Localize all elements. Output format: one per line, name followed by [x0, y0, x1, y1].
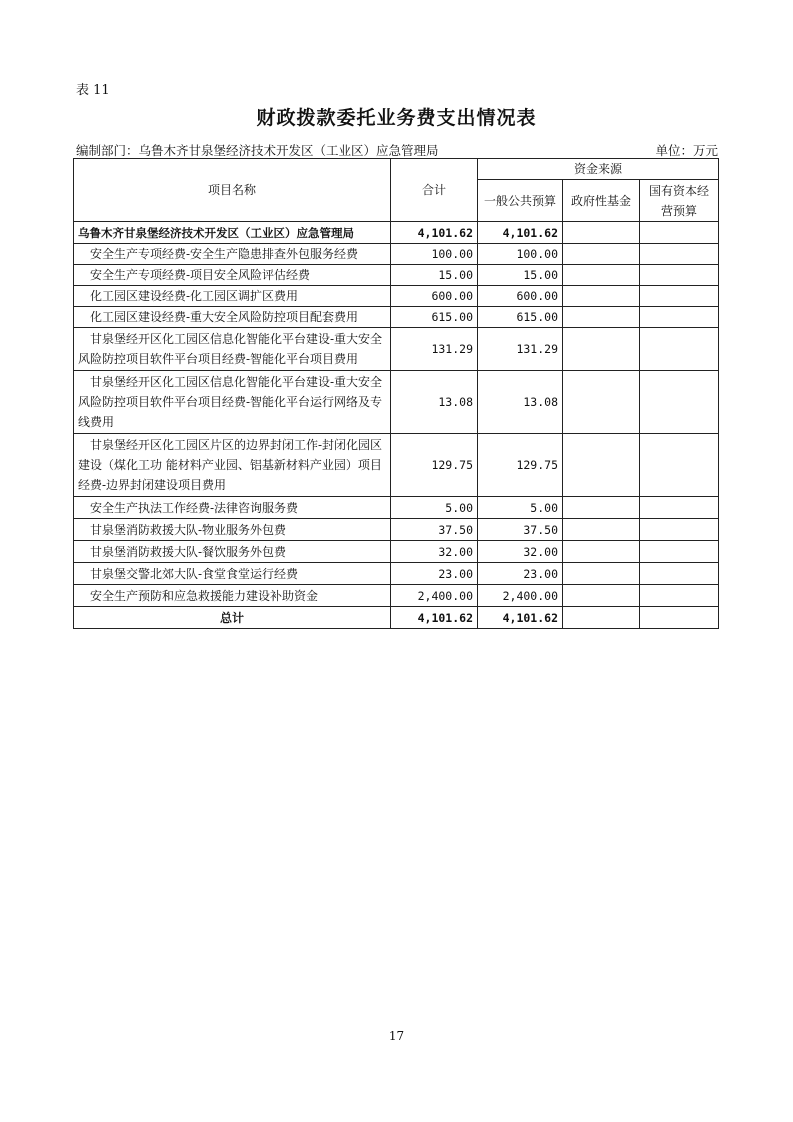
row-state-capital — [640, 222, 719, 244]
row-gov-fund — [563, 222, 640, 244]
row-gov-fund — [563, 519, 640, 541]
table-row — [74, 307, 719, 328]
row-state-capital — [640, 541, 719, 563]
row-state-capital — [640, 244, 719, 265]
row-state-capital — [640, 307, 719, 328]
table-row — [74, 328, 719, 371]
table-row — [74, 371, 719, 434]
table-row — [74, 434, 719, 497]
col-header-fund-source: 资金来源 — [478, 159, 719, 180]
row-gov-fund — [563, 244, 640, 265]
row-gov-fund — [563, 286, 640, 307]
row-total: 23.00 — [391, 563, 478, 585]
col-header-total: 合计 — [391, 159, 478, 222]
row-name: 甘泉堡经开区化工园区信息化智能化平台建设-重大安全风险防控项目软件平台项目经费-智能化平台项目费用 — [74, 328, 391, 371]
total-label: 总计 — [74, 607, 391, 629]
row-general: 32.00 — [478, 541, 563, 563]
row-general: 15.00 — [478, 265, 563, 286]
table-row — [74, 563, 719, 585]
row-gov-fund — [563, 585, 640, 607]
table-row — [74, 541, 719, 563]
row-name: 安全生产预防和应急救援能力建设补助资金 — [74, 585, 391, 607]
department-label: 编制部门：乌鲁木齐甘泉堡经济技术开发区（工业区）应急管理局 — [76, 143, 439, 158]
row-gov-fund — [563, 541, 640, 563]
row-name: 甘泉堡消防救援大队-物业服务外包费 — [74, 519, 391, 541]
row-general: 129.75 — [478, 434, 563, 497]
table-row — [74, 286, 719, 307]
row-state-capital — [640, 371, 719, 434]
row-total: 4,101.62 — [391, 222, 478, 244]
col-header-item-name: 项目名称 — [74, 159, 391, 222]
row-total: 37.50 — [391, 519, 478, 541]
meta-row — [76, 141, 718, 159]
row-state-capital — [640, 328, 719, 371]
row-general: 23.00 — [478, 563, 563, 585]
header-row — [74, 159, 719, 180]
table-row — [74, 497, 719, 519]
row-name: 安全生产专项经费-安全生产隐患排查外包服务经费 — [74, 244, 391, 265]
row-general: 13.08 — [478, 371, 563, 434]
row-name: 甘泉堡经开区化工园区信息化智能化平台建设-重大安全风险防控项目软件平台项目经费-智能化平台运行网络及专线费用 — [74, 371, 391, 434]
row-total: 615.00 — [391, 307, 478, 328]
row-general: 100.00 — [478, 244, 563, 265]
table-row — [74, 265, 719, 286]
row-total: 131.29 — [391, 328, 478, 371]
row-state-capital — [640, 519, 719, 541]
row-general: 4,101.62 — [478, 607, 563, 629]
row-gov-fund — [563, 371, 640, 434]
row-general: 600.00 — [478, 286, 563, 307]
row-total: 2,400.00 — [391, 585, 478, 607]
row-state-capital — [640, 585, 719, 607]
row-name: 乌鲁木齐甘泉堡经济技术开发区（工业区）应急管理局 — [74, 222, 391, 244]
row-general: 37.50 — [478, 519, 563, 541]
row-name: 化工园区建设经费-重大安全风险防控项目配套费用 — [74, 307, 391, 328]
row-general: 2,400.00 — [478, 585, 563, 607]
row-gov-fund — [563, 607, 640, 629]
row-state-capital — [640, 607, 719, 629]
page-title: 财政拨款委托业务费支出情况表 — [256, 107, 537, 129]
row-total: 15.00 — [391, 265, 478, 286]
row-total: 32.00 — [391, 541, 478, 563]
row-name: 甘泉堡消防救援大队-餐饮服务外包费 — [74, 541, 391, 563]
table-row — [74, 244, 719, 265]
row-total: 600.00 — [391, 286, 478, 307]
table-row-summary — [74, 222, 719, 244]
row-gov-fund — [563, 563, 640, 585]
row-state-capital — [640, 265, 719, 286]
row-state-capital — [640, 286, 719, 307]
col-header-state-capital: 国有资本经营预算 — [640, 180, 719, 222]
row-name: 安全生产执法工作经费-法律咨询服务费 — [74, 497, 391, 519]
row-name: 甘泉堡交警北郊大队-食堂食堂运行经费 — [74, 563, 391, 585]
row-total: 100.00 — [391, 244, 478, 265]
unit-label: 单位：万元 — [655, 143, 718, 158]
row-gov-fund — [563, 497, 640, 519]
row-total: 129.75 — [391, 434, 478, 497]
page-number: 17 — [388, 1029, 405, 1043]
row-total: 13.08 — [391, 371, 478, 434]
table-row-total — [74, 607, 719, 629]
row-gov-fund — [563, 328, 640, 371]
row-state-capital — [640, 434, 719, 497]
row-general: 4,101.62 — [478, 222, 563, 244]
row-total: 4,101.62 — [391, 607, 478, 629]
row-general: 5.00 — [478, 497, 563, 519]
row-name: 化工园区建设经费-化工园区调扩区费用 — [74, 286, 391, 307]
table-number: 表 11 — [76, 83, 110, 98]
row-name: 安全生产专项经费-项目安全风险评估经费 — [74, 265, 391, 286]
row-gov-fund — [563, 307, 640, 328]
table-row — [74, 585, 719, 607]
row-general: 615.00 — [478, 307, 563, 328]
table-row — [74, 519, 719, 541]
row-state-capital — [640, 497, 719, 519]
expense-table — [73, 158, 719, 629]
row-name: 甘泉堡经开区化工园区片区的边界封闭工作-封闭化园区建设（煤化工功 能材料产业园、铝基新材料产业园）项目经费-边界封闭建设项目费用 — [74, 434, 391, 497]
row-state-capital — [640, 563, 719, 585]
row-gov-fund — [563, 434, 640, 497]
row-total: 5.00 — [391, 497, 478, 519]
row-general: 131.29 — [478, 328, 563, 371]
col-header-gov-fund: 政府性基金 — [563, 180, 640, 222]
row-gov-fund — [563, 265, 640, 286]
col-header-general-budget: 一般公共预算 — [478, 180, 563, 222]
